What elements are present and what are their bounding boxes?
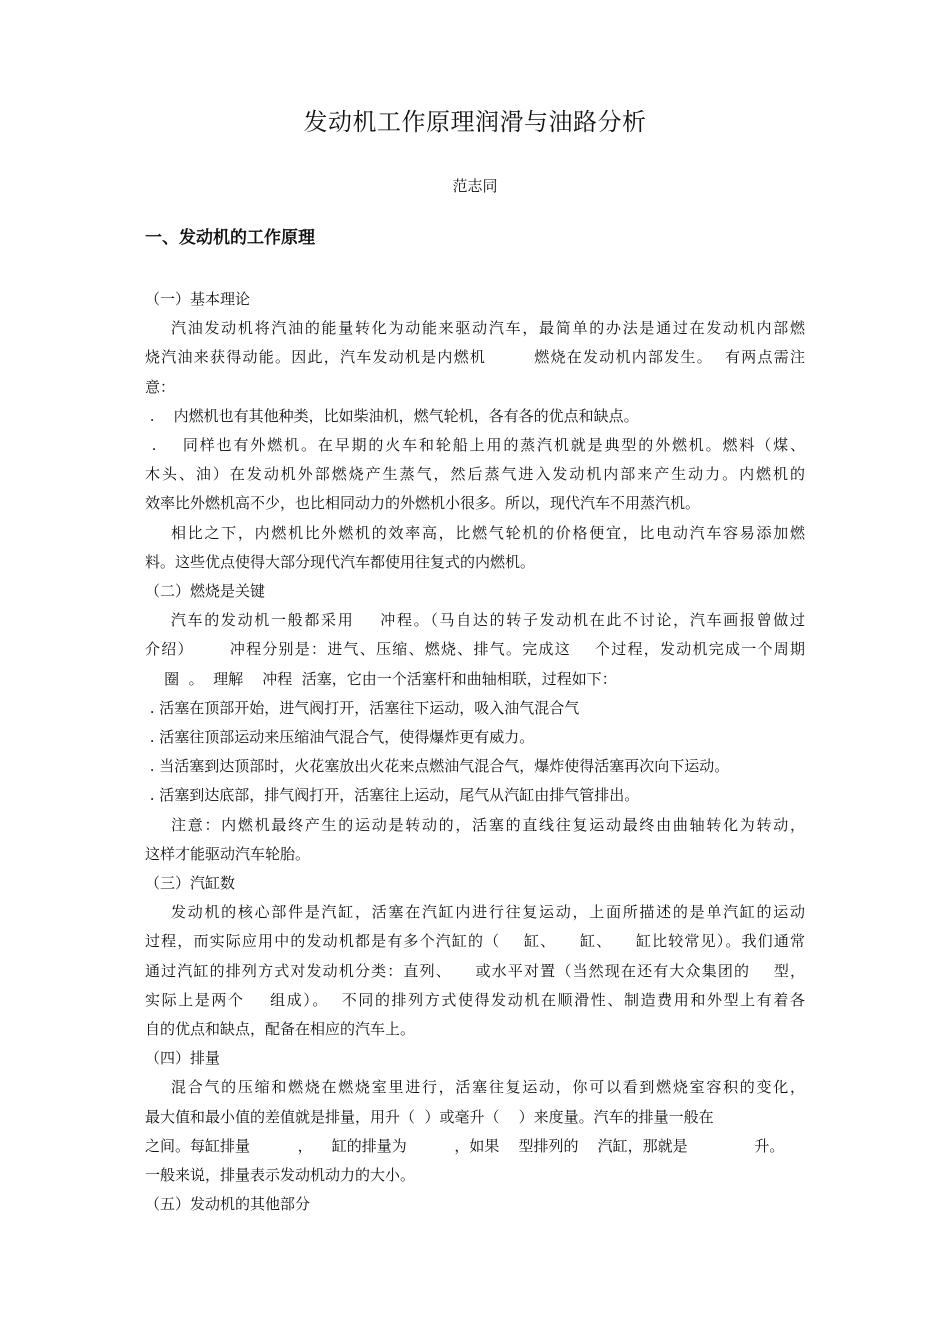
text-line: . 活塞往顶部运动来压缩油气混合气，使得爆炸更有威力。 [145,728,535,747]
text-line: （三）汽缸数 [145,874,236,893]
text-line: （五）发动机的其他部分 [145,1195,311,1214]
text-line: 汽车的发动机一般都采用 冲程。（马自达的转子发动机在此不讨论，汽车画报曾做过 [145,611,805,630]
text-line: 相比之下，内燃机比外燃机的效率高，比燃气轮机的价格便宜，比电动汽车容易添加燃 [145,523,805,542]
text-line: . 活塞到达底部，排气阀打开，活塞往上运动，尾气从汽缸由排气管排出。 [145,786,640,805]
text-line: 之间。每缸排量 ， 缸的排量为 ，如果 型排列的 汽缸，那就是 升。 [145,1136,785,1155]
body-text [145,285,805,1220]
text-line: （四）排量 [145,1049,221,1068]
text-line: 实际上是两个 组成）。 不同的排列方式使得发动机在顺滑性、制造费用和外型上有着各 [145,990,805,1009]
text-line: . 内燃机也有其他种类，比如柴油机，燃气轮机，各有各的优点和缺点。 [145,406,639,425]
text-line: 注意：内燃机最终产生的运动是转动的，活塞的直线往复运动最终由曲轴转化为转动， [145,815,805,834]
author-name: 范志同 [452,177,498,195]
text-line: 过程，而实际应用中的发动机都是有多个汽缸的（ 缸、 缸、 缸比较常见）。我们通常 [145,932,805,951]
text-line: . 同样也有外燃机。在早期的火车和轮船上用的蒸汽机就是典型的外燃机。燃料（煤、 [145,436,805,455]
text-line: 圈 。 理解 冲程 活塞，它由一个活塞杆和曲轴相联，过程如下： [145,669,617,688]
text-line: 效率比外燃机高不少，也比相同动力的外燃机小很多。所以，现代汽车不用蒸汽机。 [145,494,701,513]
document-title: 发动机工作原理润滑与油路分析 [303,108,647,136]
text-line: 料。这些优点使得大部分现代汽车都使用往复式的内燃机。 [145,552,536,571]
text-line: 发动机的核心部件是汽缸，活塞在汽缸内进行往复运动，上面所描述的是单汽缸的运动 [145,903,805,922]
text-line: 意： [145,377,176,396]
text-line: 木头、油）在发动机外部燃烧产生蒸气，然后蒸气进入发动机内部来产生动力。内燃机的 [145,465,805,484]
text-line: . 当活塞到达顶部时，火花塞放出火花来点燃油气混合气，爆炸使得活塞再次向下运动。 [145,757,730,776]
text-line: 一般来说，排量表示发动机动力的大小。 [145,1166,416,1185]
text-line: （一）基本理论 [145,290,251,308]
section-heading: 一、发动机的工作原理 [145,228,315,248]
text-line: 最大值和最小值的差值就是排量，用升（ ）或毫升（ ）来度量。汽车的排量一般在 [145,1107,714,1126]
text-line: 介绍） 冲程分别是：进气、压缩、燃烧、排气。完成这 个过程，发动机完成一个周期 [145,640,805,659]
text-line: 通过汽缸的排列方式对发动机分类：直列、 或水平对置（当然现在还有大众集团的 型， [145,961,805,980]
text-line: 混合气的压缩和燃烧在燃烧室里进行，活塞往复运动，你可以看到燃烧室容积的变化， [145,1078,805,1097]
text-line: . 活塞在顶部开始，进气阀打开，活塞往下运动，吸入油气混合气 [145,698,580,717]
text-line: 烧汽油来获得动能。因此，汽车发动机是内燃机 燃烧在发动机内部发生。 有两点需注 [145,348,805,367]
text-line: 自的优点和缺点，配备在相应的汽车上。 [145,1020,416,1039]
text-line: 这样才能驱动汽车轮胎。 [145,844,311,863]
text-line: （二）燃烧是关键 [145,582,266,601]
text-line: 汽油发动机将汽油的能量转化为动能来驱动汽车，最简单的办法是通过在发动机内部燃 [145,319,805,338]
